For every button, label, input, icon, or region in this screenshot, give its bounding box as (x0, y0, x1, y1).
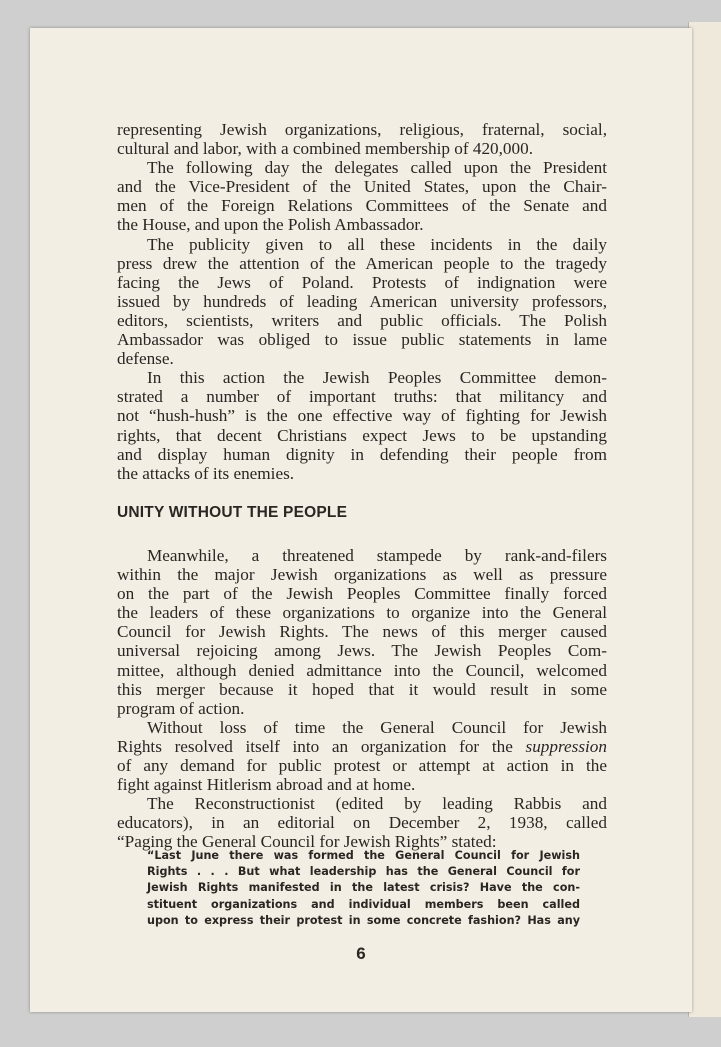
text-line-content: facing the Jews of Poland. Protests of indignation were (117, 272, 607, 292)
text-line (147, 897, 580, 913)
text-line (117, 406, 607, 425)
text-line (117, 311, 607, 330)
text-line (117, 546, 607, 565)
text-line-content: program of action. (117, 698, 245, 718)
text-line-content: The following day the delegates called upon the President (147, 158, 607, 178)
text-line (117, 756, 607, 775)
text-line (117, 368, 607, 387)
text-line-content: and display human dignity in defending their people from (117, 444, 607, 464)
text-line (117, 603, 607, 622)
text-line-content: Rights resolved itself into an organization for the (117, 736, 526, 756)
text-line (147, 880, 580, 896)
text-line-content: representing Jewish organizations, religious, fraternal, social, (117, 120, 607, 139)
text-line (117, 330, 607, 349)
text-line-content: and the Vice-President of the United States, upon the Chair- (117, 177, 607, 197)
text-line (117, 661, 607, 680)
text-line-content: Jewish Rights manifested in the latest crisis? Have the con- (147, 881, 580, 895)
text-line (117, 794, 607, 813)
text-line-content: Council for Jewish Rights. The news of this merger caused (117, 622, 607, 642)
text-line (117, 699, 607, 718)
text-line-content: the leaders of these organizations to organize into the General (117, 603, 607, 623)
text-line-content: universal rejoicing among Jews. The Jewish Peoples Com- (117, 641, 607, 661)
text-line-content: Meanwhile, a threatened stampede by rank-and-filers (147, 546, 607, 565)
text-line (117, 622, 607, 641)
text-line (117, 292, 607, 311)
text-line-content: upon to express their protest in some concrete fashion? Has any (147, 913, 580, 927)
text-line-content: editors, scientists, writers and public officials. The Polish (117, 310, 607, 330)
text-line-content: mittee, although denied admittance into the Council, welcomed (117, 660, 607, 680)
text-line (117, 254, 607, 273)
adjacent-page-edge (688, 22, 721, 1017)
text-line (117, 426, 607, 445)
text-line (117, 139, 607, 158)
text-line (117, 737, 607, 756)
text-line (117, 158, 607, 177)
text-line (117, 775, 607, 794)
document-page (30, 28, 692, 1012)
text-line (117, 215, 607, 234)
text-line-content: educators), in an editorial on December 2, 1938, called (117, 813, 607, 833)
text-line-content: fight against Hitlerism abroad and at home. (117, 775, 416, 795)
page-number: 6 (356, 944, 366, 963)
text-line (117, 235, 607, 254)
text-line-content: cultural and labor, with a combined membership of 420,000. (117, 139, 534, 159)
text-line (117, 813, 607, 832)
text-line-content: within the major Jewish organizations as well as pressure (117, 565, 607, 585)
text-line (117, 349, 607, 368)
text-line (117, 641, 607, 660)
text-line (117, 273, 607, 292)
text-line-content: rights, that decent Christians expect Jews to be upstanding (117, 425, 607, 445)
text-line-content: Ambassador was obliged to issue public statements in lame (117, 330, 607, 350)
text-line (117, 464, 607, 483)
text-line (117, 120, 607, 139)
text-line-content: on the part of the Jewish Peoples Committee finally forced (117, 584, 607, 604)
text-line-content: issued by hundreds of leading American university professors, (117, 291, 607, 311)
text-line-content: men of the Foreign Relations Committees of the Senate and (117, 196, 607, 216)
text-line-content: In this action the Jewish Peoples Committee demon- (147, 368, 607, 388)
italic-emphasis: suppression (525, 736, 607, 756)
body-text-section-1 (117, 120, 607, 483)
text-line-content: “Last June there was formed the General Council for Jewish (147, 849, 580, 862)
text-line (117, 196, 607, 215)
text-line-content: The Reconstructionist (edited by leading Rabbis and (147, 794, 607, 814)
text-line-content: of any demand for public protest or attempt at action in the (117, 756, 607, 776)
text-line (117, 565, 607, 584)
text-line-content: not “hush-hush” is the one effective way of fighting for Jewish (117, 406, 607, 426)
text-line-content: defense. (117, 349, 174, 369)
block-quote (147, 848, 580, 929)
text-line (117, 387, 607, 406)
text-line-content: Without loss of time the General Council for Jewish (147, 717, 607, 737)
text-line-content: the attacks of its enemies. (117, 463, 295, 483)
text-line (117, 445, 607, 464)
text-line (117, 718, 607, 737)
text-line-content: strated a number of important truths: that militancy and (117, 387, 607, 407)
text-line (117, 177, 607, 196)
text-line-content: “Paging the General Council for Jewish Rights” stated: (117, 832, 497, 852)
text-line (147, 864, 580, 880)
text-line (117, 584, 607, 603)
text-line-content: Rights . . . But what leadership has the General Council for (147, 865, 580, 879)
text-line-content: stituent organizations and individual members been called (147, 897, 580, 911)
text-line-content: The publicity given to all these incidents in the daily (147, 234, 607, 254)
text-line (147, 848, 580, 864)
body-text-section-2 (117, 546, 607, 852)
text-line-content: the House, and upon the Polish Ambassador. (117, 215, 424, 235)
text-line (147, 913, 580, 929)
text-line (117, 680, 607, 699)
section-heading: UNITY WITHOUT THE PEOPLE (117, 504, 348, 521)
text-line-content: press drew the attention of the American people to the tragedy (117, 253, 607, 273)
text-line-content: this merger because it hoped that it would result in some (117, 679, 607, 699)
